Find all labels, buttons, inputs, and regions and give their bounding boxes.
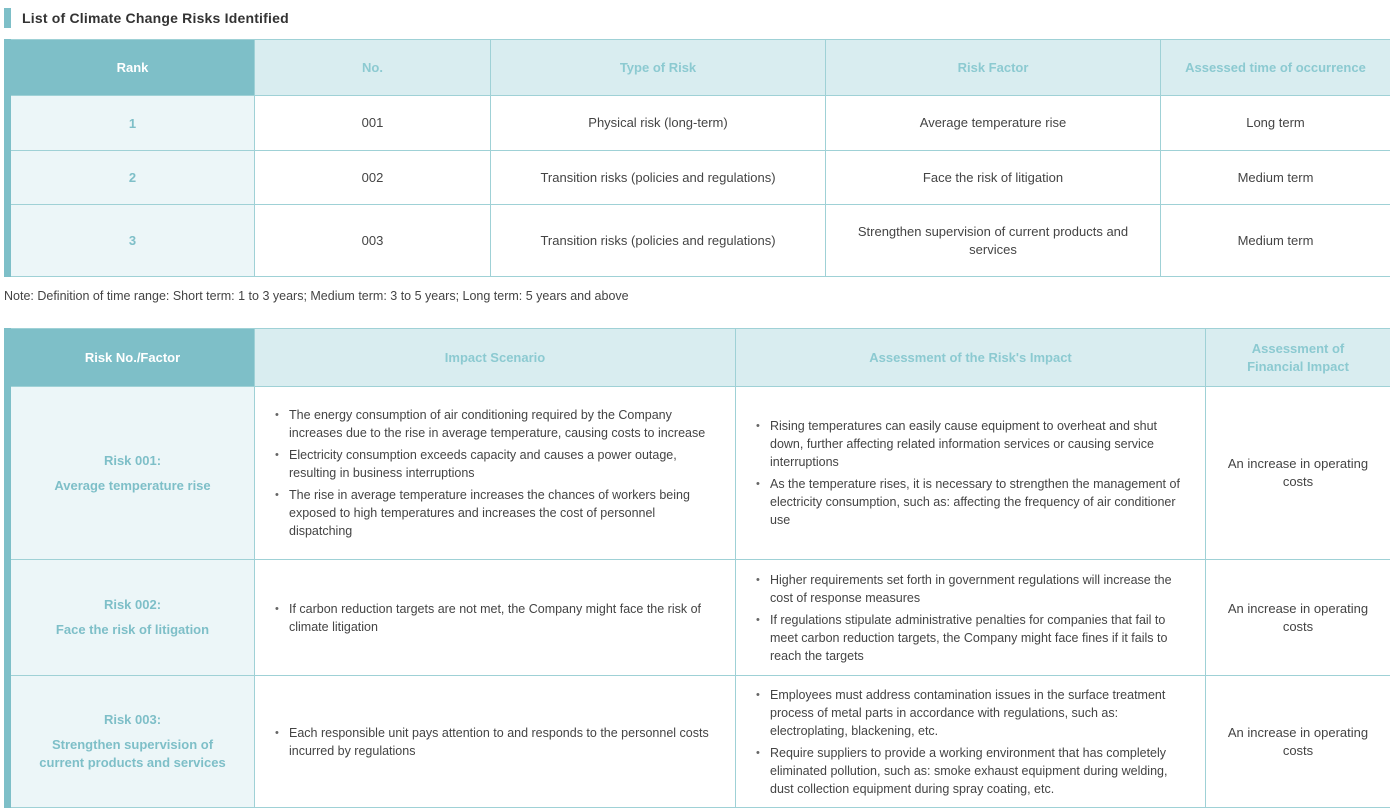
col-header-scenario: Impact Scenario: [255, 329, 736, 387]
rank-cell: 2: [8, 151, 255, 205]
list-item: • Each responsible unit pays attention to and responds to the personnel costs incurred by regulations: [275, 724, 719, 760]
col-header-financial: Assessment of Financial Impact: [1206, 329, 1390, 387]
risk-factor-name: Average temperature rise: [54, 477, 211, 493]
title-accent-bar: [4, 8, 11, 28]
col-header-type: Type of Risk: [491, 40, 826, 96]
col-header-impact: Assessment of the Risk's Impact: [736, 329, 1206, 387]
list-item: • Employees must address contamination issues in the surface treatment process of metal parts in accordance with regulations, such as: electroplating, blackening, etc.: [756, 686, 1189, 740]
risk-factor-cell: [8, 560, 255, 676]
col-header-risk-factor: Risk No./Factor: [8, 329, 255, 387]
risk-number: Risk 001:: [103, 452, 162, 468]
no-cell: 001: [255, 96, 491, 151]
risk-factor-name: Face the risk of litigation: [55, 622, 210, 637]
risk-number: Risk 002:: [103, 597, 162, 612]
time-cell: Long term: [1161, 96, 1390, 151]
risk-impact-cell: [736, 676, 1206, 808]
time-cell: Medium term: [1161, 205, 1390, 277]
table-row: [8, 205, 1390, 277]
impact-scenario-cell: [255, 387, 736, 560]
no-cell: 002: [255, 151, 491, 205]
financial-impact-cell: An increase in operating costs: [1206, 676, 1390, 808]
type-cell: Physical risk (long-term): [491, 96, 826, 151]
page-title: List of Climate Change Risks Identified: [22, 10, 289, 26]
type-cell: Transition risks (policies and regulations): [491, 151, 826, 205]
table-row: [8, 151, 1390, 205]
table-row: [8, 560, 1390, 676]
factor-cell: Average temperature rise: [826, 96, 1161, 151]
col-header-rank: Rank: [8, 40, 255, 96]
factor-cell: Face the risk of litigation: [826, 151, 1161, 205]
col-header-time: Assessed time of occurrence: [1161, 40, 1390, 96]
section-title: [4, 8, 289, 28]
impact-scenario-cell: [255, 560, 736, 676]
risk-number: Risk 003:: [103, 712, 162, 727]
table-row: [8, 676, 1390, 808]
risk-impact-table: [4, 328, 1390, 808]
list-item: • If carbon reduction targets are not met, the Company might face the risk of climate litigation: [275, 600, 719, 636]
rank-cell: 1: [8, 96, 255, 151]
col-header-no: No.: [255, 40, 491, 96]
time-range-note: Note: Definition of time range: Short term: 1 to 3 years; Medium term: 3 to 5 years; Long term: 5 years and above: [4, 289, 629, 303]
list-item: • The energy consumption of air conditioning required by the Company increases due to the rise in average temperature, causing costs to increase: [275, 406, 719, 442]
factor-cell: Strengthen supervision of current products and services: [826, 205, 1161, 277]
rank-cell: 3: [8, 205, 255, 277]
list-item: • Electricity consumption exceeds capacity and causes a power outage, resulting in business interruptions: [275, 446, 719, 482]
impact-scenario-cell: [255, 676, 736, 808]
risk-factor-cell: [8, 676, 255, 808]
table-header-row: [8, 329, 1390, 387]
col-header-factor: Risk Factor: [826, 40, 1161, 96]
table-row: [8, 96, 1390, 151]
table-row: [8, 387, 1390, 560]
risk-impact-cell: [736, 560, 1206, 676]
risk-factor-name: Strengthen supervision of current products and services: [39, 737, 226, 770]
table-header-row: [8, 40, 1390, 96]
financial-impact-cell: An increase in operating costs: [1206, 387, 1390, 560]
list-item: • Rising temperatures can easily cause equipment to overheat and shut down, further affecting related information services or causing service interruptions: [756, 417, 1189, 471]
no-cell: 003: [255, 205, 491, 277]
list-item: • Require suppliers to provide a working environment that has completely eliminated pollution, such as: smoke exhaust equipment during welding, dust collection equipment during spray coating, etc.: [756, 744, 1189, 798]
risk-impact-cell: [736, 387, 1206, 560]
list-item: • As the temperature rises, it is necessary to strengthen the management of electricity consumption, such as: affecting the frequency of air conditioner use: [756, 475, 1189, 529]
risk-factor-cell: [8, 387, 255, 560]
list-item: • If regulations stipulate administrative penalties for companies that fail to meet carbon reduction targets, the Company might face fines if it fails to reach the targets: [756, 611, 1189, 665]
type-cell: Transition risks (policies and regulations): [491, 205, 826, 277]
list-item: • The rise in average temperature increases the chances of workers being exposed to high temperatures and increases the cost of personnel dispatching: [275, 486, 719, 540]
time-cell: Medium term: [1161, 151, 1390, 205]
financial-impact-cell: An increase in operating costs: [1206, 560, 1390, 676]
risk-list-table: [4, 39, 1390, 277]
list-item: • Higher requirements set forth in government regulations will increase the cost of response measures: [756, 571, 1189, 607]
